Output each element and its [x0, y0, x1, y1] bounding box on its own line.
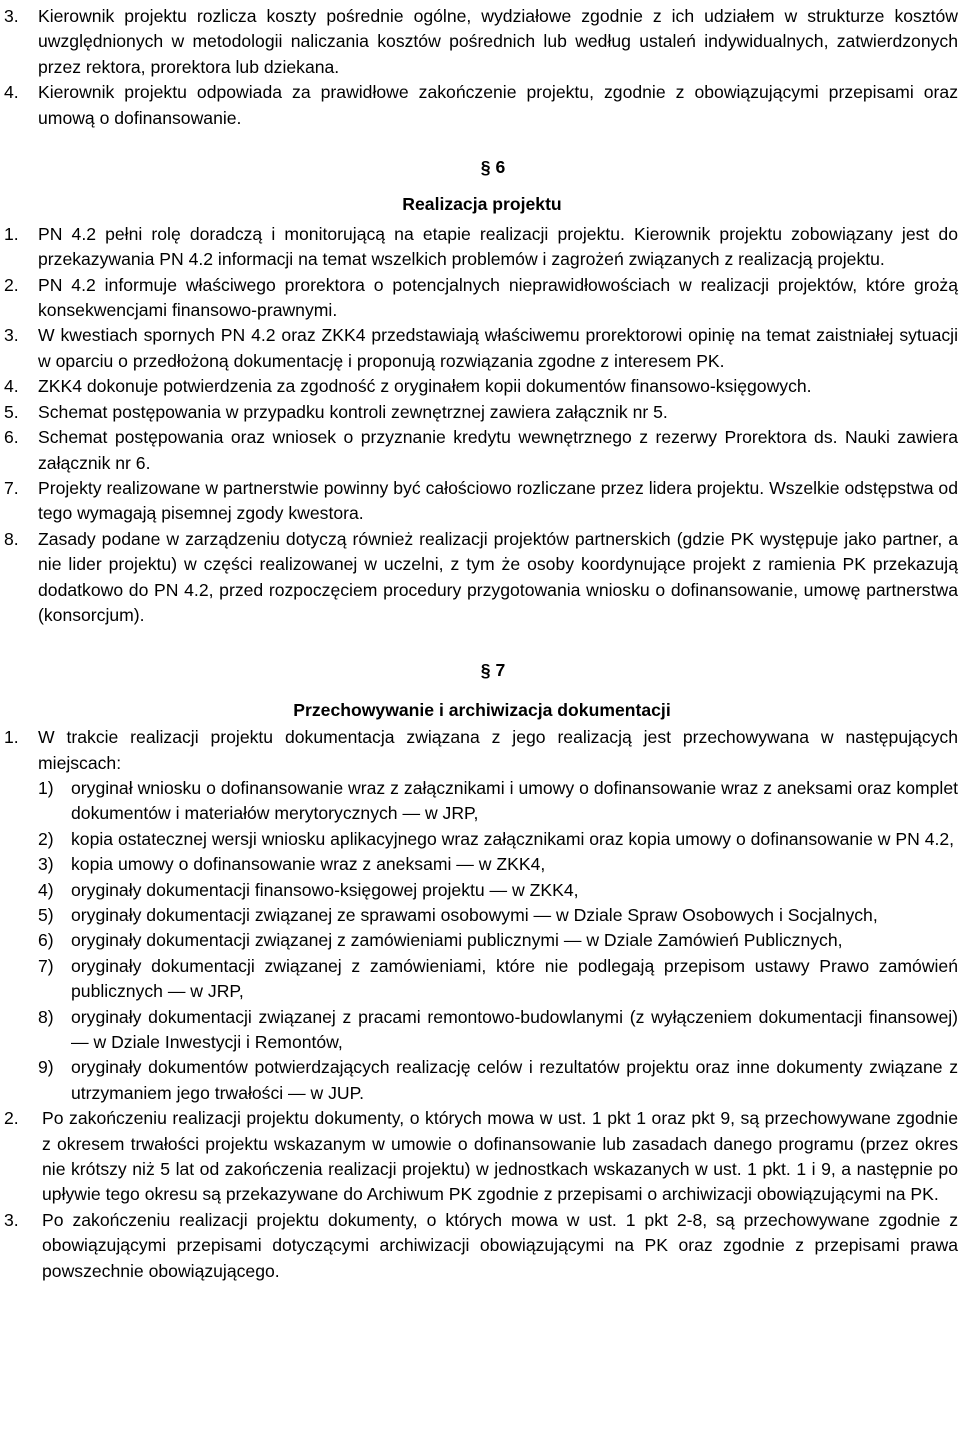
sub-item-text: oryginały dokumentacji finansowo-księgowej projektu — w ZKK4, [71, 879, 579, 900]
sub-item-number: 6) [38, 930, 54, 951]
section-title: Realizacja projektu [402, 194, 562, 215]
sub-item-number: 2) [38, 828, 54, 849]
paragraph-item [4, 1106, 958, 1208]
item-text: PN 4.2 informuje właściwego prorektora o potencjalnych nieprawidłowościach w realizacji projektów, które grożą konsekwencjami finansowo-prawnymi. [38, 274, 958, 321]
sub-item-number: 7) [38, 955, 54, 976]
item-number: 5. [4, 401, 19, 422]
item-text: ZKK4 dokonuje potwierdzenia za zgodność z oryginałem kopii dokumentów finansowo-księgowych. [38, 376, 812, 397]
sub-list-item [4, 852, 958, 877]
sub-item-text: kopia umowy o dofinansowanie wraz z aneksami — w ZKK4, [71, 854, 546, 875]
item-number: 4. [4, 376, 19, 397]
section-sign: § 6 [480, 157, 506, 178]
item-text: Projekty realizowane w partnerstwie powinny być całościowo rozliczane przez lidera projektu. Wszelkie odstępstwa od tego wymagają pisemnej zgody kwestora. [38, 477, 958, 524]
sub-item-number: 5) [38, 905, 54, 925]
item-text: Kierownik projektu odpowiada za prawidłowe zakończenie projektu, zgodnie z obowiązującymi przepisami oraz umową o dofinansowanie. [38, 82, 958, 128]
sub-list-item [4, 1005, 958, 1056]
paragraph-item [4, 222, 958, 273]
item-number: 4. [4, 82, 19, 103]
sub-item-number: 1) [38, 777, 54, 798]
paragraph-item [4, 4, 958, 80]
item-text: W trakcie realizacji projektu dokumentacja związana z jego realizacją jest przechowywana w następujących miejscach: [38, 727, 958, 773]
paragraph-item [4, 425, 958, 476]
sub-item-text: oryginały dokumentacji związanej z zamówieniami publicznymi — w Dziale Zamówień Publicznych, [71, 930, 843, 951]
item-number: 8. [4, 528, 19, 549]
item-text: Schemat postępowania oraz wniosek o przyznanie kredytu wewnętrznego z rezerwy Prorektora ds. Nauki zawiera załącznik nr 6. [38, 427, 958, 473]
sub-list-item [4, 903, 958, 928]
sub-item-text: oryginały dokumentacji związanej z pracami remontowo-budowlanymi (z wyłączeniem dokumentacji finansowej) — w Dziale Inwestycji i Remontów, [71, 1006, 958, 1053]
paragraph-item [4, 527, 958, 629]
paragraph-item [4, 273, 958, 324]
paragraph-item [4, 374, 958, 399]
sub-item-text: oryginały dokumentacji związanej ze sprawami osobowymi — w Dziale Spraw Osobowych i Socjalnych, [71, 905, 878, 925]
sub-list-item [4, 827, 958, 852]
sub-item-text: oryginały dokumentów potwierdzających realizację celów i rezultatów projektu oraz inne dokumenty związane z utrzymaniem jego trwałości — w JUP. [71, 1057, 958, 1103]
item-number: 1. [4, 223, 19, 244]
sub-item-text: oryginał wniosku o dofinansowanie wraz z załącznikami i umowy o dofinansowanie wraz z aneksami oraz komplet dokumentów i materiałów merytorycznych — w JRP, [71, 777, 958, 824]
paragraph-item [4, 323, 958, 374]
section-title: Przechowywanie i archiwizacja dokumentacji [293, 699, 671, 720]
item-number: 2. [4, 274, 19, 295]
item-text: Zasady podane w zarządzeniu dotyczą również realizacji projektów partnerskich (gdzie PK występuje jako partner, a nie lider projektu) w części realizowanej w uczelni, z tym że osoby koordynujące projekt z ramienia PK przekazują dodatkowo do PN 4.2, przed rozpoczęciem procedury przygotowania wniosku o dofinansowanie, umowę partnerstwa (konsorcjum). [38, 528, 958, 625]
sub-item-text: oryginały dokumentacji związanej z zamówieniami, które nie podlegają przepisom ustawy Prawo zamówień publicznych — w JRP, [71, 955, 958, 1002]
item-number: 6. [4, 427, 19, 448]
item-number: 1. [4, 727, 19, 748]
item-text: Kierownik projektu rozlicza koszty pośrednie ogólne, wydziałowe zgodnie z ich udziałem w strukturze kosztów uwzględnionych w metodologii naliczania kosztów pośrednich lub według ustaleń indywidualnych, zatwierdzonych przez rektora, prorektora lub dziekana. [38, 6, 958, 77]
sub-list-item [4, 776, 958, 827]
item-number: 3. [4, 325, 19, 346]
item-number: 2. [4, 1108, 19, 1129]
paragraph-item [4, 80, 958, 131]
item-text: PN 4.2 pełni rolę doradczą i monitorującą na etapie realizacji projektu. Kierownik projektu zobowiązany jest do przekazywania PN 4.2 informacji na temat wszelkich problemów i zagrożeń związanych z realizacją projektu. [38, 223, 958, 270]
paragraph-item [4, 725, 958, 776]
sub-item-number: 9) [38, 1057, 54, 1078]
sub-list-item [4, 1055, 958, 1106]
sub-item-text: kopia ostatecznej wersji wniosku aplikacyjnego wraz załącznikami oraz kopia umowy o dofinansowanie w PN 4.2, [71, 828, 955, 849]
sub-item-number: 4) [38, 879, 54, 900]
paragraph-item [4, 400, 958, 425]
item-text: W kwestiach spornych PN 4.2 oraz ZKK4 przedstawiają właściwemu prorektorowi opinię na temat zaistniałej sytuacji w oparciu o przedłożoną dokumentację i proponują rozwiązania zgodne z interesem PK. [38, 325, 958, 371]
sub-list-item [4, 928, 958, 953]
paragraph-item [4, 476, 958, 527]
item-number: 3. [4, 1209, 19, 1230]
item-number: 3. [4, 6, 19, 26]
item-text: Po zakończeniu realizacji projektu dokumenty, o których mowa w ust. 1 pkt 1 oraz pkt 9, są przechowywane zgodnie z okresem trwałości projektu wskazanym w umowie o dofinansowanie lub zasadach danego programu (przez okres nie krótszy niż 5 lat od zakończenia realizacji projektu) w jednostkach wskazanych w ust. 1 pkt. 1 i 9, a następnie po upływie tego okresu są przekazywane do Archiwum PK zgodnie z przepisami o archiwizacji obowiązującymi na PK. [42, 1108, 958, 1205]
paragraph-item [4, 1208, 958, 1284]
sub-list-item [4, 954, 958, 1005]
sub-list-item [4, 878, 958, 903]
item-text: Schemat postępowania w przypadku kontroli zewnętrznej zawiera załącznik nr 5. [38, 401, 668, 422]
item-text: Po zakończeniu realizacji projektu dokumenty, o których mowa w ust. 1 pkt 2-8, są przechowywane zgodnie z obowiązującymi przepisami dotyczącymi archiwizacji obowiązującymi na PK oraz zgodnie z przepisami prawa powszechnie obowiązującego. [42, 1209, 958, 1281]
sub-item-number: 8) [38, 1006, 54, 1027]
item-number: 7. [4, 477, 19, 498]
section-sign: § 7 [480, 660, 506, 681]
sub-item-number: 3) [38, 854, 54, 875]
